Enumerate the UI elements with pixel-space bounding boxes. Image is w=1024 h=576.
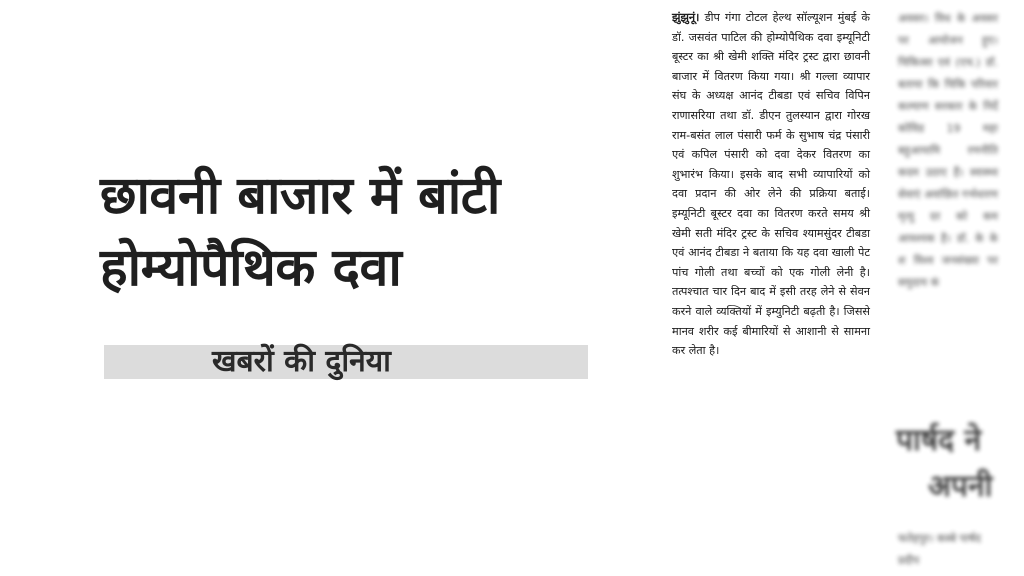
tagline-text: खबरों की दुनिया — [212, 344, 391, 379]
adjacent-column-blurred — [888, 0, 1024, 576]
adjacent-headline-line-1: पार्षद ने — [896, 423, 982, 458]
article-dateline: झुंझुनूं। — [672, 11, 700, 24]
headline-line-1: छावनी बाजार में बांटी — [100, 166, 500, 226]
adjacent-column-text: अवसर। विध के अवसर पर आयोजन हुए। चिकित्सा एवं (एच.) डॉ. बताया कि चिकि परिवार कल्याण सरकार के निर्दे कोविड 19 महा बहुआयामि रणनीति कदम उठाए हैं। स्वास्थ्य सेवाएं अवांछित गर्भधारण मृत्यु दर को कम आवश्यक है। डॉ. के के श विश्व जनसंख्या पर समुदाय कं — [898, 12, 998, 289]
tagline-banner — [104, 345, 588, 379]
headline — [100, 160, 570, 304]
headline-line-2: होम्योपैथिक दवा — [100, 238, 402, 298]
adjacent-column-text-2: फतेहपुर। कस्बे पार्षद प्रदीप — [898, 532, 981, 567]
article-body — [672, 8, 870, 361]
adjacent-column-headline — [896, 418, 1024, 510]
adjacent-headline-line-2: अपनी — [928, 469, 993, 504]
article-text: डीप गंगा टोटल हेल्थ सॉल्यूशन मुंबई के डॉ. जसवंत पाटिल की होम्योपैथिक दवा इम्यूनिटी बूस्टर का श्री खेमी शक्ति मंदिर ट्रस्ट द्वारा छावनी बाजार में वितरण किया गया। श्री गल्ला व्यापार संघ के अध्यक्ष आनंद टीबडा एवं सचिव विपिन राणासरिया तथा डॉ. डीएन तुलस्यान द्वारा गोरख राम-बसंत लाल पंसारी फर्म के सुभाष चंद्र पंसारी एवं कपिल पंसारी को दवा देकर वितरण का शुभारंभ किया। इसके बाद सभी व्यापारियों को दवा प्रदान की ओर लेने की प्रक्रिया बताई। इम्यूनिटी बूस्टर दवा का वितरण करते समय श्री खेमी सती मंदिर ट्रस्ट के सचिव श्यामसुंदर टीबडा एवं आनंद टीबडा ने बताया कि यह दवा खाली पेट पांच गोली तथा बच्चों को एक गोली लेनी है। तत्पश्चात चार दिन बाद में इसी तरह लेने से सेवन करने वाले व्यक्तियों में इम्युनिटी बढ़ती है। जिससे मानव शरीर कई बीमारियों से आशानी से सामना कर लेता है। — [672, 11, 870, 358]
